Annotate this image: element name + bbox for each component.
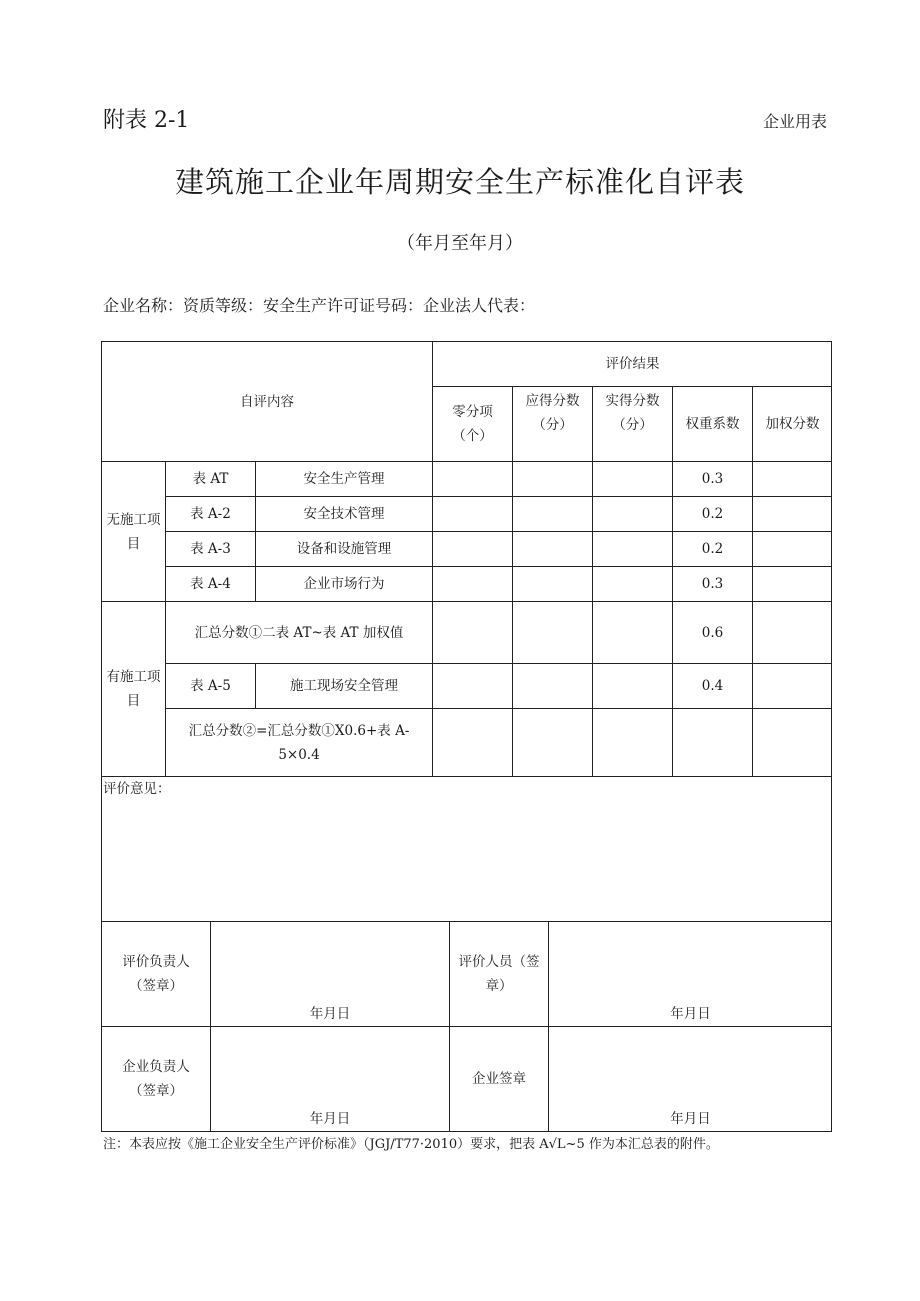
col-due-score: 应得分数 （分） <box>525 393 580 433</box>
row-code: 表 AT <box>192 471 229 487</box>
row-a5-name: 施工现场安全管理 <box>290 678 398 694</box>
row-name: 设备和设施管理 <box>296 541 392 557</box>
self-eval-content-header: 自评内容 <box>240 393 294 410</box>
row-weight: 0.2 <box>701 541 724 557</box>
row-name: 安全技术管理 <box>303 506 385 522</box>
row-code: 表 A-4 <box>190 576 231 592</box>
group-no-construction: 无施工项 目 <box>106 511 161 552</box>
opinion-label: 评价意见： <box>103 781 171 797</box>
eval-leader-label: 评价负责人 （签章） <box>122 954 190 994</box>
form-title: 建筑施工企业年周期安全生产标准化自评表 <box>174 165 745 199</box>
eval-staff-date: 年月日 <box>670 1006 711 1022</box>
ent-leader-date: 年月日 <box>309 1111 351 1127</box>
summary1-label: 汇总分数①二表 AT~表 AT 加权值 <box>194 624 404 641</box>
row-weight: 0.2 <box>701 506 724 522</box>
group-with-construction: 有施工项 目 <box>106 669 161 709</box>
row-name: 安全生产管理 <box>303 471 385 487</box>
attachment-number: 附表 2-1 <box>103 108 190 133</box>
footnote: 注：本表应按《施工企业安全生产评价标准》（JGJ/T77·2010）要求，把表 A√L~5 作为本汇总表的附件。 <box>103 1137 719 1152</box>
company-info-line: 企业名称：资质等级：安全生产许可证号码：企业法人代表： <box>103 296 536 315</box>
usage-label: 企业用表 <box>762 112 827 131</box>
col-actual-score: 实得分数 （分） <box>605 393 660 433</box>
ent-seal-date: 年月日 <box>670 1111 711 1127</box>
ent-seal-label: 企业签章 <box>472 1071 526 1087</box>
row-name: 企业市场行为 <box>303 576 385 592</box>
col-weight: 权重系数 <box>685 416 740 432</box>
col-zero-items: 零分项 （个） <box>452 404 493 444</box>
row-a5-weight: 0.4 <box>701 678 724 694</box>
row-code: 表 A-3 <box>190 541 231 557</box>
row-a5-code: 表 A-5 <box>190 678 231 694</box>
ent-leader-label: 企业负责人 （签章） <box>122 1059 190 1099</box>
summary1-weight: 0.6 <box>701 624 724 641</box>
period-range: （年月至年月） <box>397 233 523 254</box>
eval-staff-label: 评价人员（签 章） <box>458 954 540 994</box>
row-weight: 0.3 <box>701 471 724 487</box>
col-weighted-score: 加权分数 <box>765 416 820 432</box>
eval-leader-date: 年月日 <box>309 1006 351 1022</box>
row-weight: 0.3 <box>701 576 724 592</box>
row-code: 表 A-2 <box>190 506 231 522</box>
result-header: 评价结果 <box>605 356 660 372</box>
summary2-label: 汇总分数②=汇总分数①X0.6+表 A- 5×0.4 <box>188 722 410 763</box>
